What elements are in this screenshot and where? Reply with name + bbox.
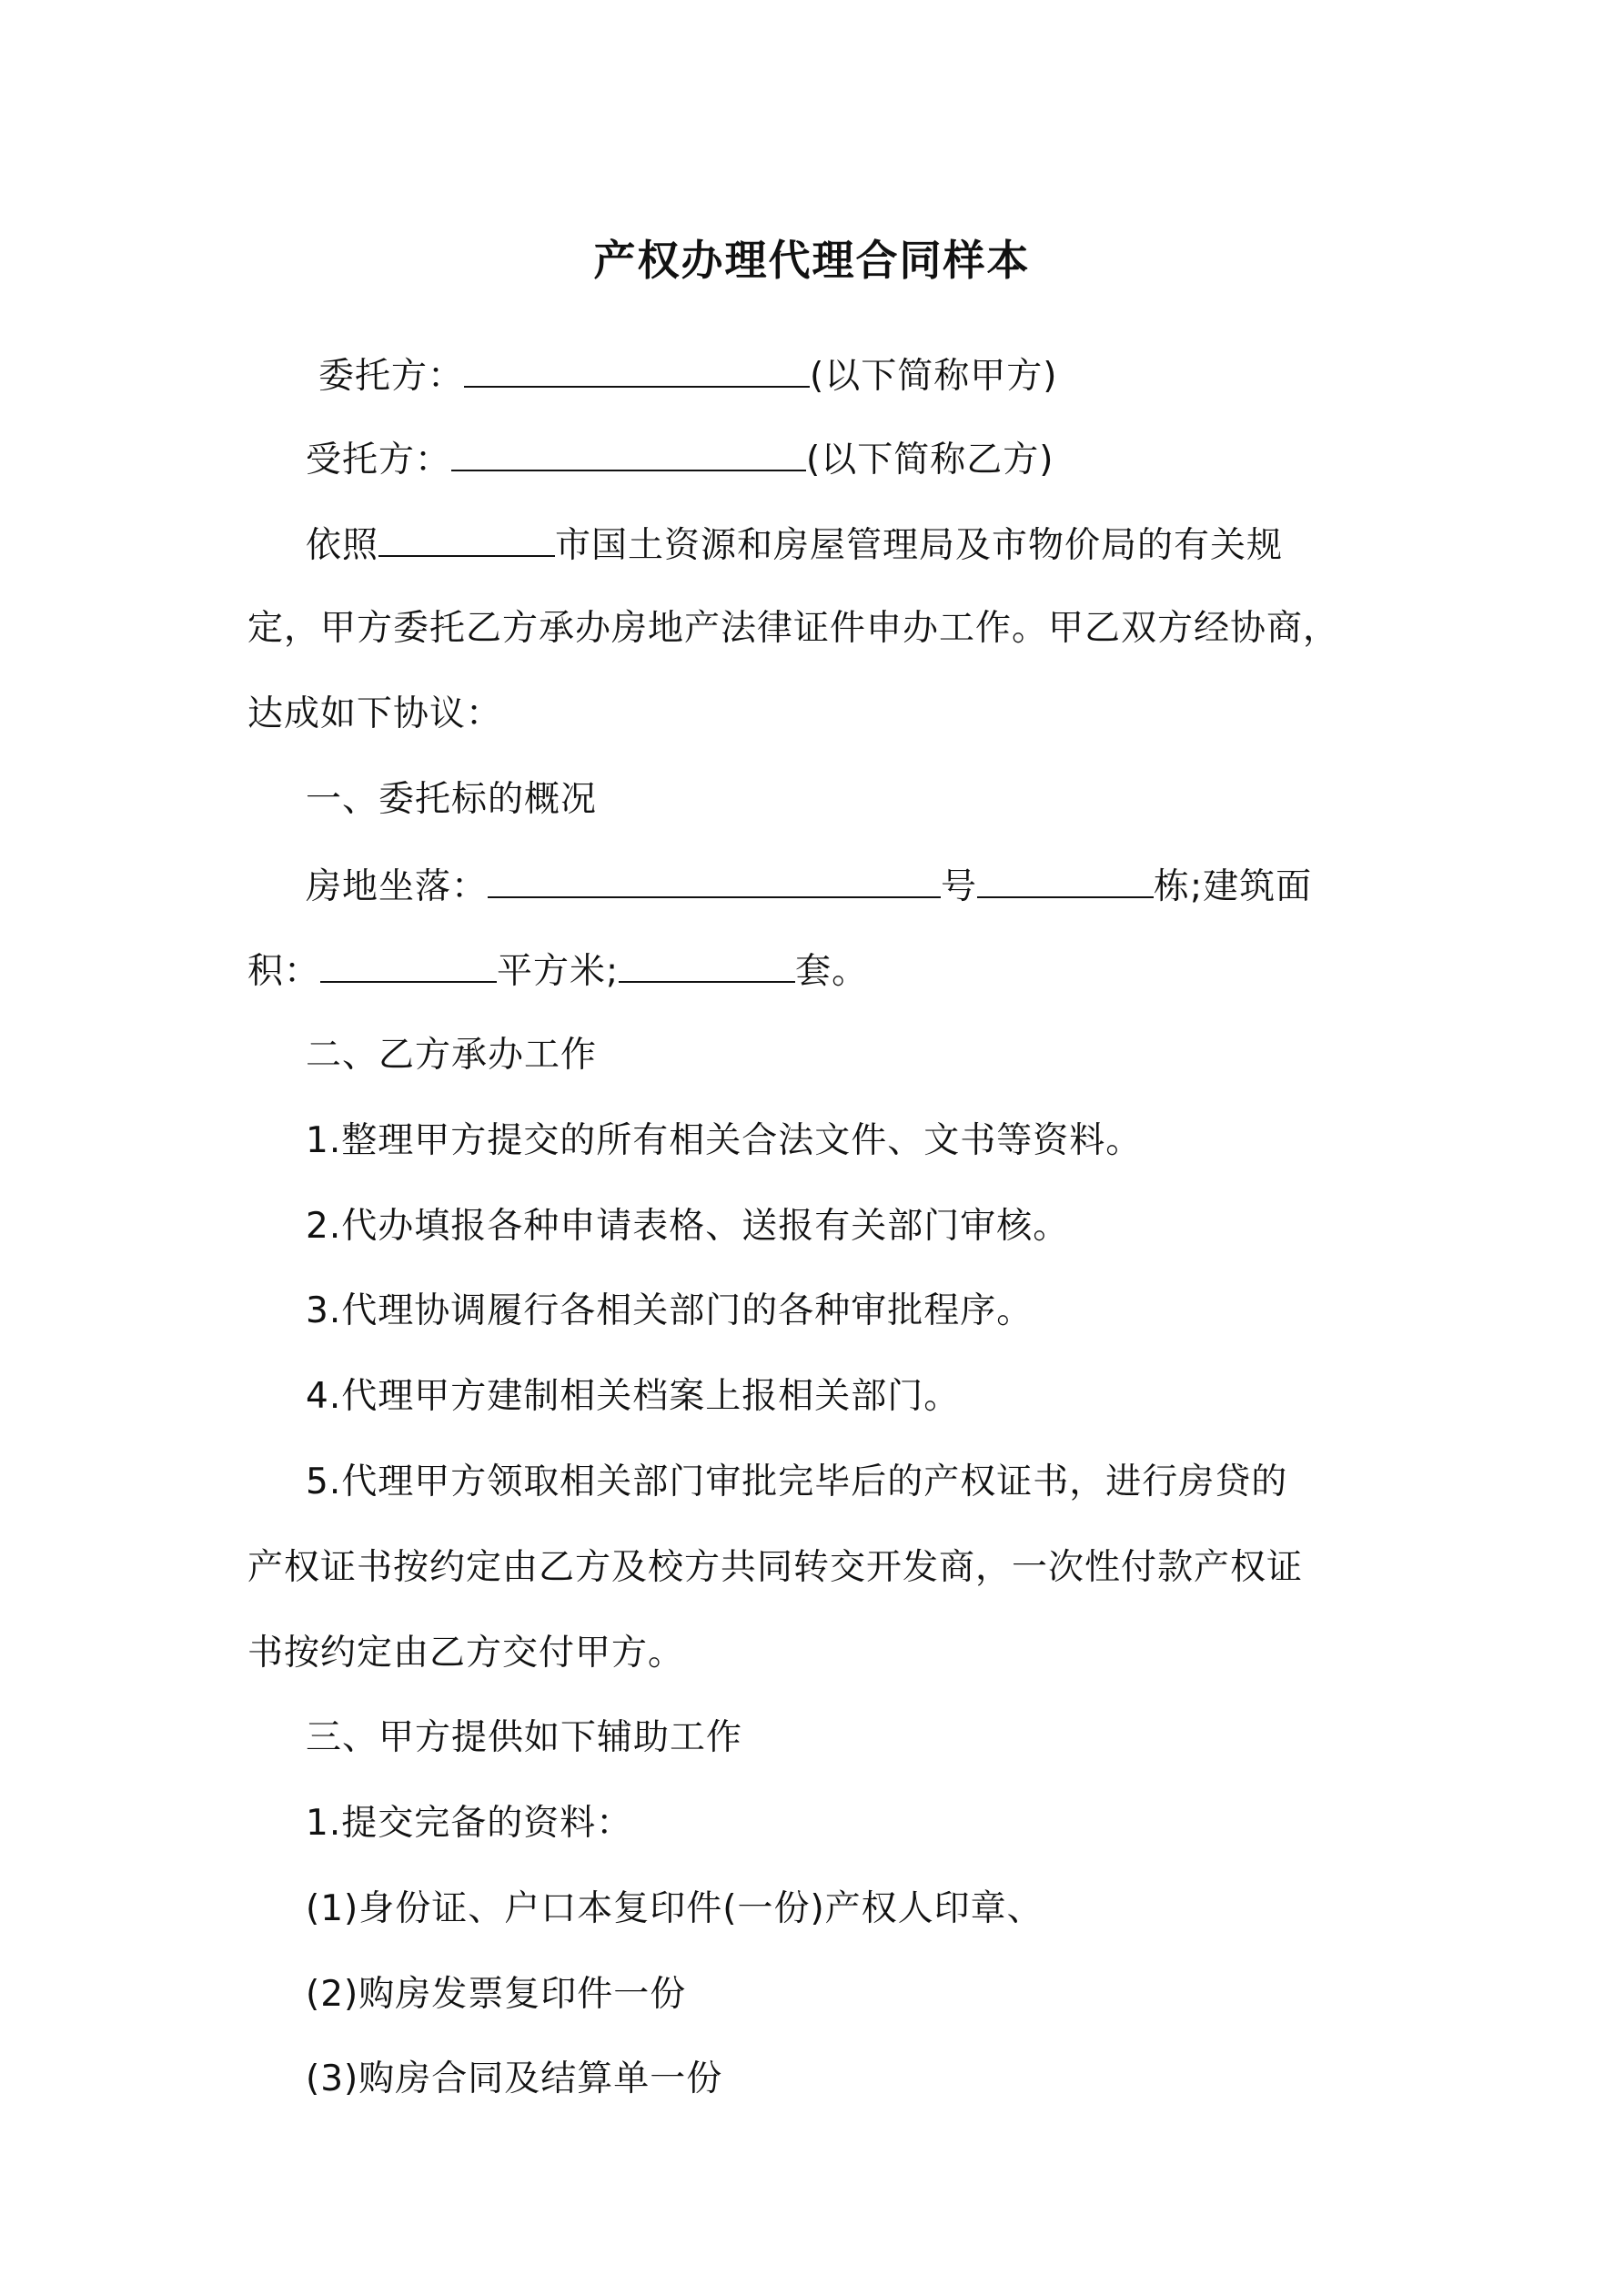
item-2-4: 4.代理甲方建制相关档案上报相关部门。 xyxy=(306,1376,961,1417)
item-2-2: 2.代办填报各种申请表格、送报有关部门审核。 xyxy=(306,1206,1070,1247)
section-2-heading: 二、乙方承办工作 xyxy=(306,1035,598,1076)
agent-blank[interactable] xyxy=(451,433,806,471)
area-label: 积： xyxy=(247,951,321,992)
agent-label: 受托方： xyxy=(306,440,452,480)
address-blank[interactable] xyxy=(488,860,941,898)
item-3-1: 1.提交完备的资料： xyxy=(306,1803,633,1844)
location-end: 栋;建筑面 xyxy=(1154,866,1313,907)
area-blank[interactable] xyxy=(320,945,497,983)
basis-line-2: 定，甲方委托乙方承办房地产法律证件申办工作。甲乙双方经协商， xyxy=(247,608,1340,649)
city-blank[interactable] xyxy=(378,519,555,557)
item-2-3: 3.代理协调履行各相关部门的各种审批程序。 xyxy=(306,1290,1034,1331)
client-blank[interactable] xyxy=(464,349,810,388)
item-2-5-line-3: 书按约定由乙方交付甲方。 xyxy=(247,1633,685,1674)
basis-prefix: 依照 xyxy=(306,525,379,566)
item-2-1: 1.整理甲方提交的所有相关合法文件、文书等资料。 xyxy=(306,1120,1143,1161)
building-blank[interactable] xyxy=(977,860,1154,898)
area-mid: 平方米; xyxy=(497,951,620,992)
item-3-1-3: (3)购房合同及结算单一份 xyxy=(306,2058,723,2099)
item-3-1-1: (1)身份证、户口本复印件(一份)产权人印章、 xyxy=(306,1888,1044,1929)
units-blank[interactable] xyxy=(619,945,795,983)
basis-suffix: 市国土资源和房屋管理局及市物价局的有关规 xyxy=(555,525,1284,566)
client-suffix: (以下简称甲方) xyxy=(810,356,1058,397)
agent-line xyxy=(247,433,1452,484)
basis-line-3: 达成如下协议： xyxy=(247,693,503,734)
location-mid: 号 xyxy=(941,866,978,907)
item-2-5-line-1: 5.代理甲方领取相关部门审批完毕后的产权证书，进行房贷的 xyxy=(306,1462,1288,1502)
section-3-heading: 三、甲方提供如下辅助工作 xyxy=(306,1717,743,1758)
basis-line-1 xyxy=(247,519,1452,570)
area-line xyxy=(247,945,1394,996)
location-label: 房地坐落： xyxy=(306,866,489,907)
client-label: 委托方： xyxy=(318,356,465,397)
section-1-heading: 一、委托标的概况 xyxy=(306,779,598,820)
agent-suffix: (以下简称乙方) xyxy=(806,440,1054,480)
item-2-5-line-2: 产权证书按约定由乙方及校方共同转交开发商，一次性付款产权证 xyxy=(247,1547,1304,1588)
client-line xyxy=(247,349,1465,400)
document-title: 产权办理代理合同样本 xyxy=(593,236,1031,285)
area-end: 套。 xyxy=(795,951,869,992)
location-line xyxy=(247,860,1452,911)
item-3-1-2: (2)购房发票复印件一份 xyxy=(306,1974,687,2015)
